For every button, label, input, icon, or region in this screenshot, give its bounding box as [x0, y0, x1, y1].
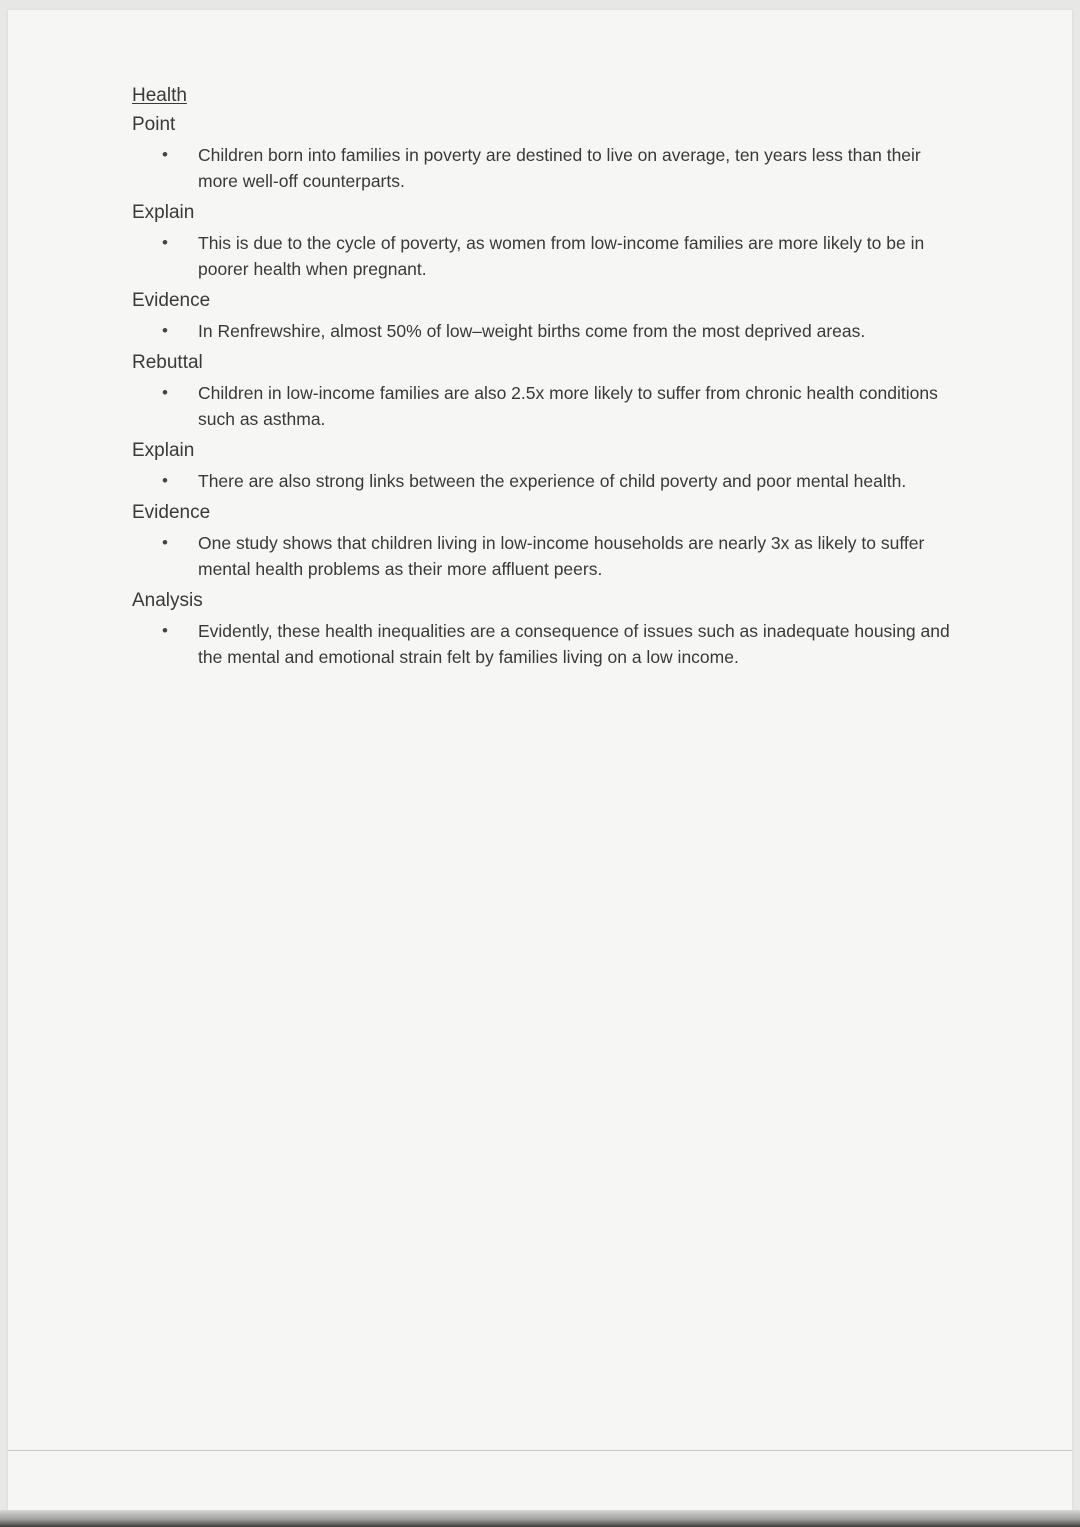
section-analysis — [132, 588, 962, 670]
document-content — [132, 83, 962, 676]
bullet-item: • One study shows that children living in low-income households are nearly 3x as likely to suffer mental health problems as their more affluent peers. — [132, 530, 962, 582]
section-label: Explain — [132, 440, 195, 461]
section-rebuttal — [132, 350, 962, 432]
page-bottom-edge — [0, 1510, 1080, 1527]
section-explain — [132, 200, 962, 282]
section-explain-2 — [132, 438, 962, 494]
section-label: Evidence — [132, 290, 211, 311]
bullet-item: • In Renfrewshire, almost 50% of low–weight births come from the most deprived areas. — [132, 318, 962, 344]
page-fold-line — [8, 1450, 1072, 1451]
section-label: Rebuttal — [132, 352, 203, 373]
bullet-item: • Children born into families in poverty are destined to live on average, ten years less than their more well-off counterparts. — [132, 142, 962, 194]
bullet-item: • This is due to the cycle of poverty, as women from low-income families are more likely to be in poorer health when pregnant. — [132, 230, 962, 282]
bullet-item: • There are also strong links between the experience of child poverty and poor mental health. — [132, 468, 962, 494]
section-label: Analysis — [132, 590, 203, 611]
bullet-item: • Children in low-income families are also 2.5x more likely to suffer from chronic health conditions such as asthma. — [132, 380, 962, 432]
section-point — [132, 112, 962, 194]
section-label: Evidence — [132, 502, 211, 523]
section-evidence — [132, 288, 962, 344]
bullet-item: • Evidently, these health inequalities are a consequence of issues such as inadequate housing and the mental and emotional strain felt by families living on a low income. — [132, 618, 962, 670]
section-label: Point — [132, 114, 176, 135]
document-title: Health — [132, 85, 187, 106]
section-label: Explain — [132, 202, 195, 223]
section-evidence-2 — [132, 500, 962, 582]
